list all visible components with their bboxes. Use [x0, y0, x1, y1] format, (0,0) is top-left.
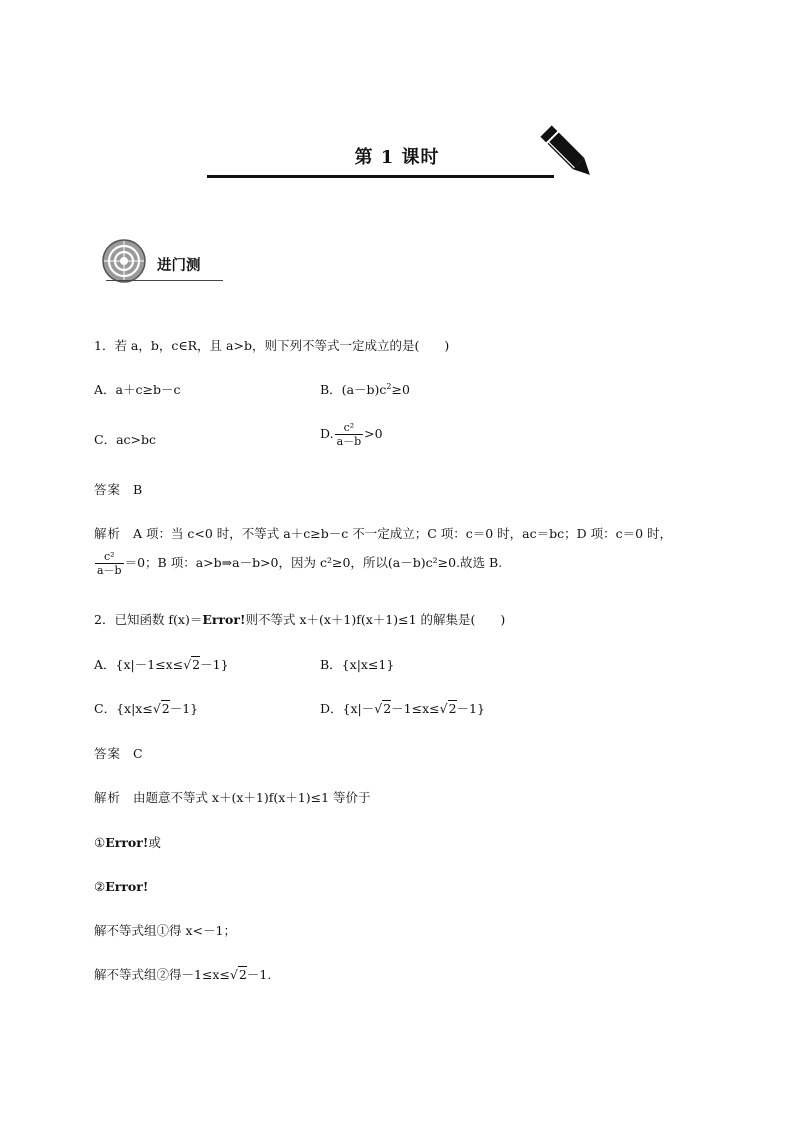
q2-analysis-line1: 解析 由题意不等式 x＋(x＋1)f(x＋1)≤1 等价于	[94, 790, 371, 805]
q2-case-2: ②Error!	[94, 879, 149, 894]
q2-option-a: A．{x|－1≤x≤√2－1}	[94, 657, 229, 672]
section-underline	[106, 280, 223, 281]
q1-option-c: C．ac>bc	[94, 432, 156, 447]
q1-stem: 1．若 a，b，c∈R，且 a>b，则下列不等式一定成立的是( )	[94, 338, 450, 353]
q2-case-1: ①Error!或	[94, 835, 161, 850]
q1-analysis-line2: $\frac{\text{c²}}{a-b}$ ＝0；B 项：a>b⇒a－b>0，因为 c²≥0，所以(a－b)c²≥0.故选 B.	[97, 550, 503, 577]
q2-solve-1: 解不等式组①得 x<－1；	[94, 923, 236, 938]
q2-option-b: B．{x|x≤1}	[320, 657, 395, 672]
q2-solve-2: 解不等式组②得－1≤x≤√2－1.	[94, 967, 272, 982]
pencil-icon	[540, 124, 596, 182]
q2-stem: 2．已知函数 f(x)＝Error!则不等式 x＋(x＋1)f(x＋1)≤1 的解集是( )	[94, 612, 506, 627]
q1-option-b: B．$(a-b)c^2\ge 0$	[320, 382, 410, 397]
q2-answer: 答案 C	[94, 746, 143, 761]
q1-option-d: D. $\frac{\text{c²}}{a-b}$ >0	[320, 421, 383, 448]
title-underline	[207, 175, 554, 178]
target-icon	[101, 238, 147, 284]
q2-option-c: C．{x|x≤√2－1}	[94, 701, 199, 716]
q1-answer: 答案 B	[94, 482, 143, 497]
q2-option-d: D．{x|－√2－1≤x≤√2－1}	[320, 701, 485, 716]
q1-option-a: A．a＋c≥b－c	[94, 382, 181, 397]
page-title: 第 1 课时	[354, 147, 440, 168]
q1-analysis-line1: 解析 A 项：当 c<0 时，不等式 a＋c≥b－c 不一定成立；C 项：c＝0 时，ac＝bc；D 项：c＝0 时，	[94, 526, 673, 541]
section-label: 进门测	[157, 257, 201, 274]
